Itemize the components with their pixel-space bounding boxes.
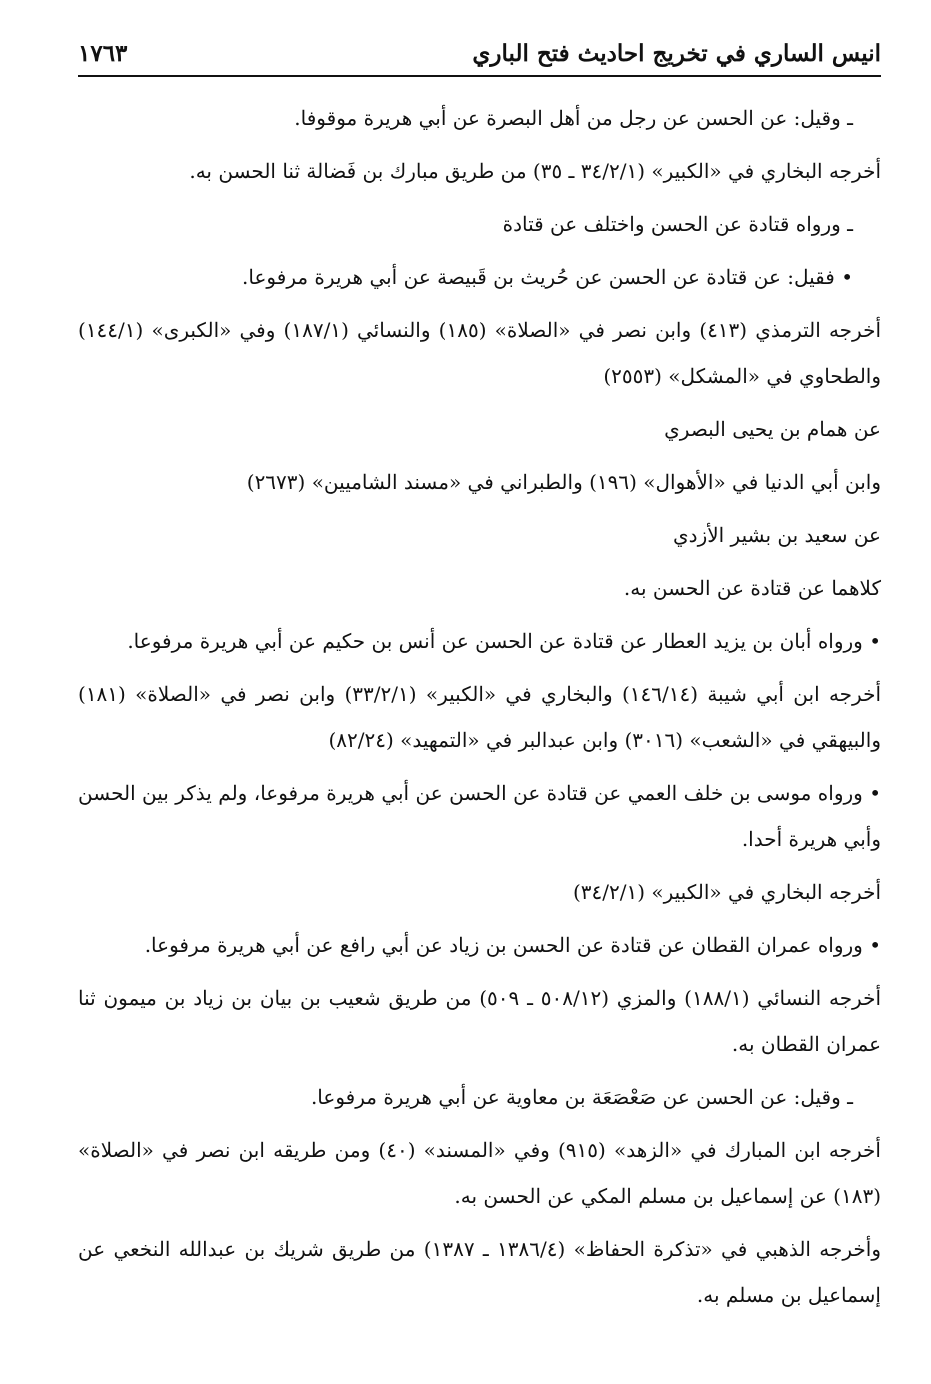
paragraph-17: أخرجه ابن المبارك في «الزهد» (٩١٥) وفي «المسند» (٤٠) ومن طريقه ابن نصر في «الصلاة» (١٨٣) عن إسماعيل بن مسلم المكي عن الحسن به. [78,1138,881,1208]
paragraph-12: • ورواه موسى بن خلف العمي عن قتادة عن الحسن عن أبي هريرة مرفوعا، ولم يذكر بين الحسن وأبي هريرة أحدا. [78,781,881,851]
paragraph-18: وأخرجه الذهبي في «تذكرة الحفاظ» (١٣٨٦/٤ ـ ١٣٨٧) من طريق شريك بن عبدالله النخعي عن إسماعيل بن مسلم به. [78,1237,881,1307]
paragraph-5: أخرجه الترمذي (٤١٣) وابن نصر في «الصلاة» (١٨٥) والنسائي (١٨٧/١) وفي «الكبرى» (١٤٤/١) والطحاوي في «المشكل» (٢٥٥٣) [78,318,882,388]
paragraph-8: عن سعيد بن بشير الأزدي [673,523,881,547]
header-rule [78,75,881,77]
paragraph-9: كلاهما عن قتادة عن الحسن به. [623,576,881,600]
paragraph-7: وابن أبي الدنيا في «الأهوال» (١٩٦) والطبراني في «مسند الشاميين» (٢٦٧٣) [246,470,881,494]
paragraph-6: عن همام بن يحيى البصري [664,417,881,441]
paragraph-11: أخرجه ابن أبي شيبة (١٤٦/١٤) والبخاري في «الكبير» (٣٣/٢/١) وابن نصر في «الصلاة» (١٨١) والبيهقي في «الشعب» (٣٠١٦) وابن عبدالبر في «التمهيد» (٨٢/٢٤) [78,682,882,752]
page-header [78,38,881,78]
page-body [78,95,881,1325]
paragraph-4: • فقيل: عن قتادة عن الحسن عن حُريث بن قَبيصة عن أبي هريرة مرفوعا. [242,265,853,289]
paragraph-10: • ورواه أبان بن يزيد العطار عن قتادة عن الحسن عن أنس بن حكيم عن أبي هريرة مرفوعا. [127,629,881,653]
running-title: انيس الساري في تخريج احاديث فتح الباري [472,40,881,67]
paragraph-1: ـ وقيل: عن الحسن عن رجل من أهل البصرة عن أبي هريرة موقوفا. [294,106,853,130]
paragraph-2: أخرجه البخاري في «الكبير» (٣٤/٢/١ ـ ٣٥) من طريق مبارك بن فَضالة ثنا الحسن به. [189,159,881,183]
paragraph-3: ـ ورواه قتادة عن الحسن واختلف عن قتادة [502,212,853,236]
paragraph-14: • ورواه عمران القطان عن قتادة عن الحسن بن زياد عن أبي رافع عن أبي هريرة مرفوعا. [144,933,881,957]
page-number: ١٧٦٣ [78,40,128,67]
paragraph-13: أخرجه البخاري في «الكبير» (٣٤/٢/١) [572,880,881,904]
paragraph-15: أخرجه النسائي (١٨٨/١) والمزي (٥٠٨/١٢ ـ ٥٠٩) من طريق شعيب بن بيان بن زياد بن ميمون ثنا عمران القطان به. [78,986,882,1056]
paragraph-16: ـ وقيل: عن الحسن عن صَعْصَعَة بن معاوية عن أبي هريرة مرفوعا. [310,1085,853,1109]
